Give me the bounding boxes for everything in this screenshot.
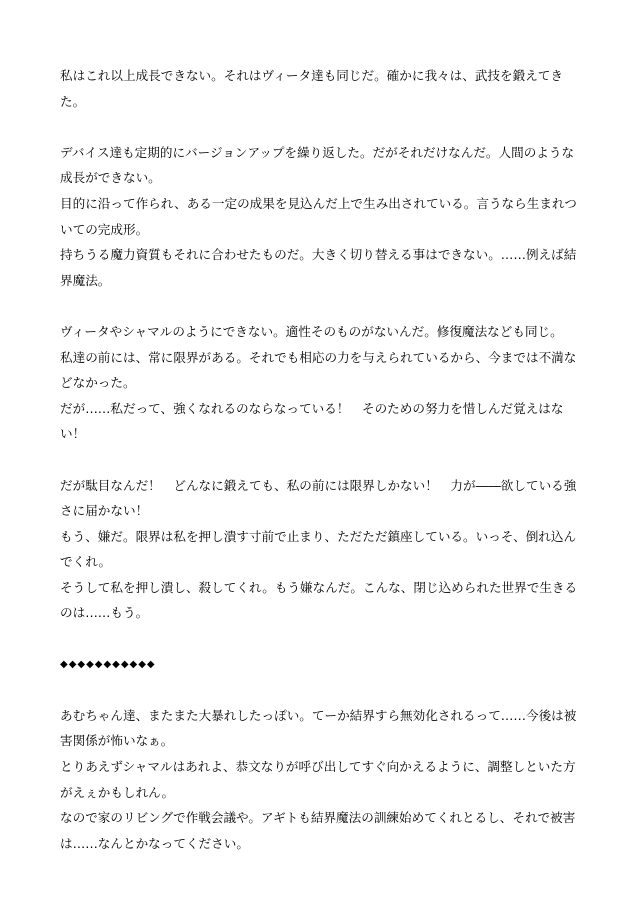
blank-line [60,447,580,473]
blank-line [60,293,580,319]
paragraph: だが……私だって、強くなれるのならなっている！ そのための努力を惜しんだ覚えはない！ [60,400,564,442]
blank-line [60,626,580,652]
paragraph: 私達の前には、常に限界がある。それでも相応の力を与えられているから、今までは不満などなかった。 [60,349,577,391]
paragraph: とりあえずシャマルはあれよ、恭文なりが呼び出してすぐ向かえるように、調整しといた方がえぇかもしれん。 [60,759,576,800]
paragraph: なので家のリビングで作戦会議や。アギトも結界魔法の訓練始めてくれとるし、それで被害は……なんとかなってください。 [60,810,576,851]
paragraph: 持ちうる魔力資質もそれに合わせたものだ。大きく切り替える事はできない。……例えば結界魔法。 [60,247,577,288]
paragraph: 目的に沿って作られ、ある一定の成果を見込んだ上で生み出されている。言うなら生まれついての完成形。 [60,195,577,237]
paragraph: あむちゃん達、またまた大暴れしたっぽい。てーか結界すら無効化されるって……今後は被害関係が怖いなぁ。 [60,707,577,749]
blank-line [60,677,580,703]
scene-divider: ◆◆◆◆◆◆◆◆◆◆◆ [60,658,156,670]
paragraph: そうして私を押し潰し、殺してくれ。もう嫌なんだ。こんな、閉じ込められた世界で生きるのは……もう。 [60,579,578,621]
paragraph: ヴィータやシャマルのようにできない。適性そのものがないんだ。修復魔法なども同じ。 [60,323,563,339]
blank-line [60,114,580,140]
paragraph: デバイス達も定期的にバージョンアップを繰り返した。だがそれだけなんだ。人間のような成長ができない。 [60,144,575,186]
paragraph: だが駄目なんだ！ どんなに鍛えても、私の前には限界しかない！ 力が――欲している強さに届かない！ [60,477,577,519]
document-body [60,63,580,856]
paragraph: もう、嫌だ。限界は私を押し潰す寸前で止まり、ただただ鎮座している。いっそ、倒れ込んでくれ。 [60,528,577,570]
paragraph: 私はこれ以上成長できない。それはヴィータ達も同じだ。確かに我々は、武技を鍛えてきた。 [60,68,563,109]
